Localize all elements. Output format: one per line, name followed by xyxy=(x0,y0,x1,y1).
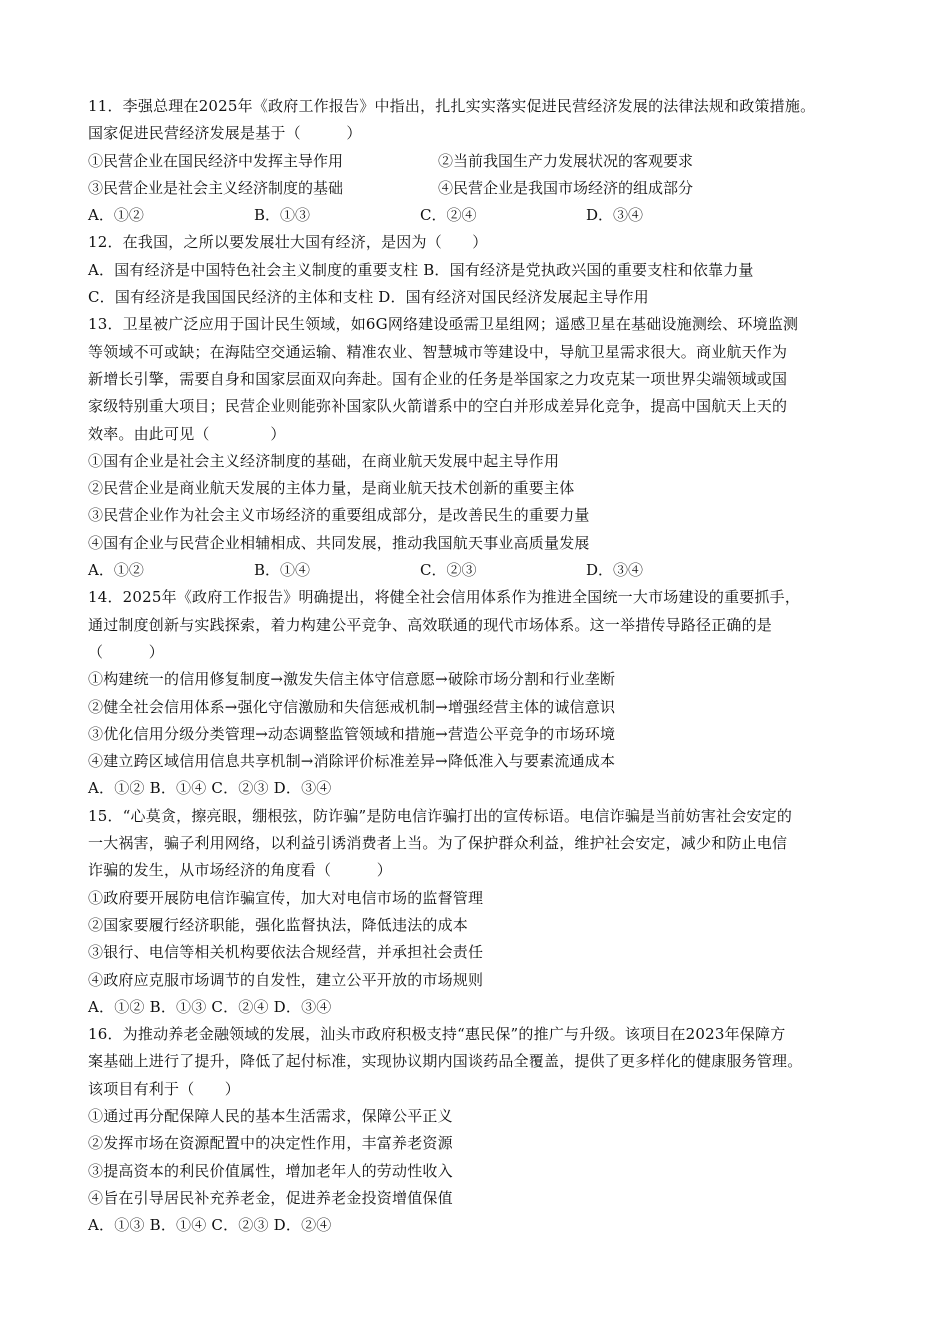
q14-statement-1: ①构建统一的信用修复制度→激发失信主体守信意愿→破除市场分割和行业垄断 xyxy=(88,670,616,689)
q15-statement-3: ③银行、电信等相关机构要依法合规经营，并承担社会责任 xyxy=(88,943,484,962)
question-16 xyxy=(88,1021,878,1239)
q13-stem-line-5: 效率。由此可见（ ） xyxy=(88,424,286,443)
q15-statement-1: ①政府要开展防电信诈骗宣传，加大对电信市场的监督管理 xyxy=(88,888,484,907)
q16-statement-1: ①通过再分配保障人民的基本生活需求，保障公平正义 xyxy=(88,1106,453,1125)
q15-statement-2: ②国家要履行经济职能，强化监督执法，降低违法的成本 xyxy=(88,915,469,934)
q13-statement-2: ②民营企业是商业航天发展的主体力量，是商业航天技术创新的重要主体 xyxy=(88,479,575,498)
q11-option-b: B．①③ xyxy=(254,206,311,225)
q14-stem-line-2: 通过制度创新与实践探索，着力构建公平竞争、高效联通的现代市场体系。这一举措传导路径正确的是 xyxy=(88,615,773,634)
q13-stem-line-1: 13．卫星被广泛应用于国计民生领域，如6G网络建设亟需卫星组网；遥感卫星在基础设施测绘、环境监测 xyxy=(88,315,799,334)
q16-stem-line-1: 16．为推动养老金融领域的发展，汕头市政府积极支持“惠民保”的推广与升级。该项目在2023年保障方 xyxy=(88,1025,786,1044)
q13-option-d: D．③④ xyxy=(586,561,644,580)
q16-statement-4: ④旨在引导居民补充养老金，促进养老金投资增值保值 xyxy=(88,1188,453,1207)
question-11 xyxy=(88,93,878,229)
q15-options: A．①② B．①③ C．②④ D．③④ xyxy=(88,997,332,1016)
q13-option-a: A．①② xyxy=(88,561,144,580)
question-12 xyxy=(88,229,878,311)
q16-statement-3: ③提高资本的利民价值属性，增加老年人的劳动性收入 xyxy=(88,1161,453,1180)
q14-statement-2: ②健全社会信用体系→强化守信激励和失信惩戒机制→增强经营主体的诚信意识 xyxy=(88,697,616,716)
question-15 xyxy=(88,803,878,1021)
q11-stem-line-2: 国家促进民营经济发展是基于（ ） xyxy=(88,124,362,143)
question-13 xyxy=(88,311,878,584)
q11-option-d: D．③④ xyxy=(586,206,644,225)
q13-statement-4: ④国有企业与民营企业相辅相成、共同发展，推动我国航天事业高质量发展 xyxy=(88,533,590,552)
q15-statement-4: ④政府应克服市场调节的自发性，建立公平开放的市场规则 xyxy=(88,970,484,989)
q15-stem-line-3: 诈骗的发生，从市场经济的角度看（ ） xyxy=(88,861,393,880)
q12-options-cd: C．国有经济是我国国民经济的主体和支柱 D．国有经济对国民经济发展起主导作用 xyxy=(88,288,649,307)
q11-statement-2: ②当前我国生产力发展状况的客观要求 xyxy=(438,151,694,170)
q16-options: A．①③ B．①④ C．②③ D．②④ xyxy=(88,1216,332,1235)
q11-statements-row-1 xyxy=(88,148,878,175)
q14-stem-line-3: （ ） xyxy=(88,642,165,661)
q11-statement-1: ①民营企业在国民经济中发挥主导作用 xyxy=(88,151,344,170)
q12-stem: 12．在我国，之所以要发展壮大国有经济，是因为（ ） xyxy=(88,233,488,252)
q11-statements-row-2 xyxy=(88,175,878,202)
q11-option-a: A．①② xyxy=(88,206,144,225)
q16-stem-line-3: 该项目有利于（ ） xyxy=(88,1079,241,1098)
q13-option-b: B．①④ xyxy=(254,561,311,580)
question-14 xyxy=(88,584,878,802)
q11-stem-line-1: 11．李强总理在2025年《政府工作报告》中指出，扎扎实实落实促进民营经济发展的法律法规和政策措施。 xyxy=(88,97,816,115)
q13-statement-1: ①国有企业是社会主义经济制度的基础，在商业航天发展中起主导作用 xyxy=(88,451,560,470)
q11-statement-3: ③民营企业是社会主义经济制度的基础 xyxy=(88,178,344,197)
q16-stem-line-2: 案基础上进行了提升，降低了起付标准，实现协议期内国谈药品全覆盖，提供了更多样化的健康服务管理。 xyxy=(88,1052,803,1071)
q13-options xyxy=(88,557,878,584)
q12-options-ab: A．国有经济是中国特色社会主义制度的重要支柱 B．国有经济是党执政兴国的重要支柱和依靠力量 xyxy=(88,260,754,279)
q13-stem-line-4: 家级特别重大项目；民营企业则能弥补国家队火箭谱系中的空白并形成差异化竞争，提高中国航天上天的 xyxy=(88,397,788,416)
q14-stem-line-1: 14．2025年《政府工作报告》明确提出，将健全社会信用体系作为推进全国统一大市场建设的重要抓手， xyxy=(88,588,801,607)
q15-stem-line-1: 15．“心莫贪，擦亮眼，绷根弦，防诈骗”是防电信诈骗打出的宣传标语。电信诈骗是当前妨害社会安定的 xyxy=(88,806,793,825)
q14-statement-4: ④建立跨区域信用信息共享机制→消除评价标准差异→降低准入与要素流通成本 xyxy=(88,752,616,771)
q14-options: A．①② B．①④ C．②③ D．③④ xyxy=(88,779,332,798)
exam-page xyxy=(88,93,878,1239)
q16-statement-2: ②发挥市场在资源配置中的决定性作用，丰富养老资源 xyxy=(88,1134,453,1153)
q14-statement-3: ③优化信用分级分类管理→动态调整监管领域和措施→营造公平竞争的市场环境 xyxy=(88,724,616,743)
q13-statement-3: ③民营企业作为社会主义市场经济的重要组成部分，是改善民生的重要力量 xyxy=(88,506,590,525)
q11-option-c: C．②④ xyxy=(420,206,477,225)
q13-stem-line-2: 等领域不可或缺；在海陆空交通运输、精准农业、智慧城市等建设中，导航卫星需求很大。商业航天作为 xyxy=(88,342,788,361)
q13-stem-line-3: 新增长引擎，需要自身和国家层面双向奔赴。国有企业的任务是举国家之力攻克某一项世界尖端领域或国 xyxy=(88,369,788,388)
q15-stem-line-2: 一大祸害，骗子利用网络，以利益引诱消费者上当。为了保护群众利益，维护社会安定，减少和防止电信 xyxy=(88,834,788,853)
q11-options xyxy=(88,202,878,229)
q13-option-c: C．②③ xyxy=(420,561,477,580)
q11-statement-4: ④民营企业是我国市场经济的组成部分 xyxy=(438,178,694,197)
